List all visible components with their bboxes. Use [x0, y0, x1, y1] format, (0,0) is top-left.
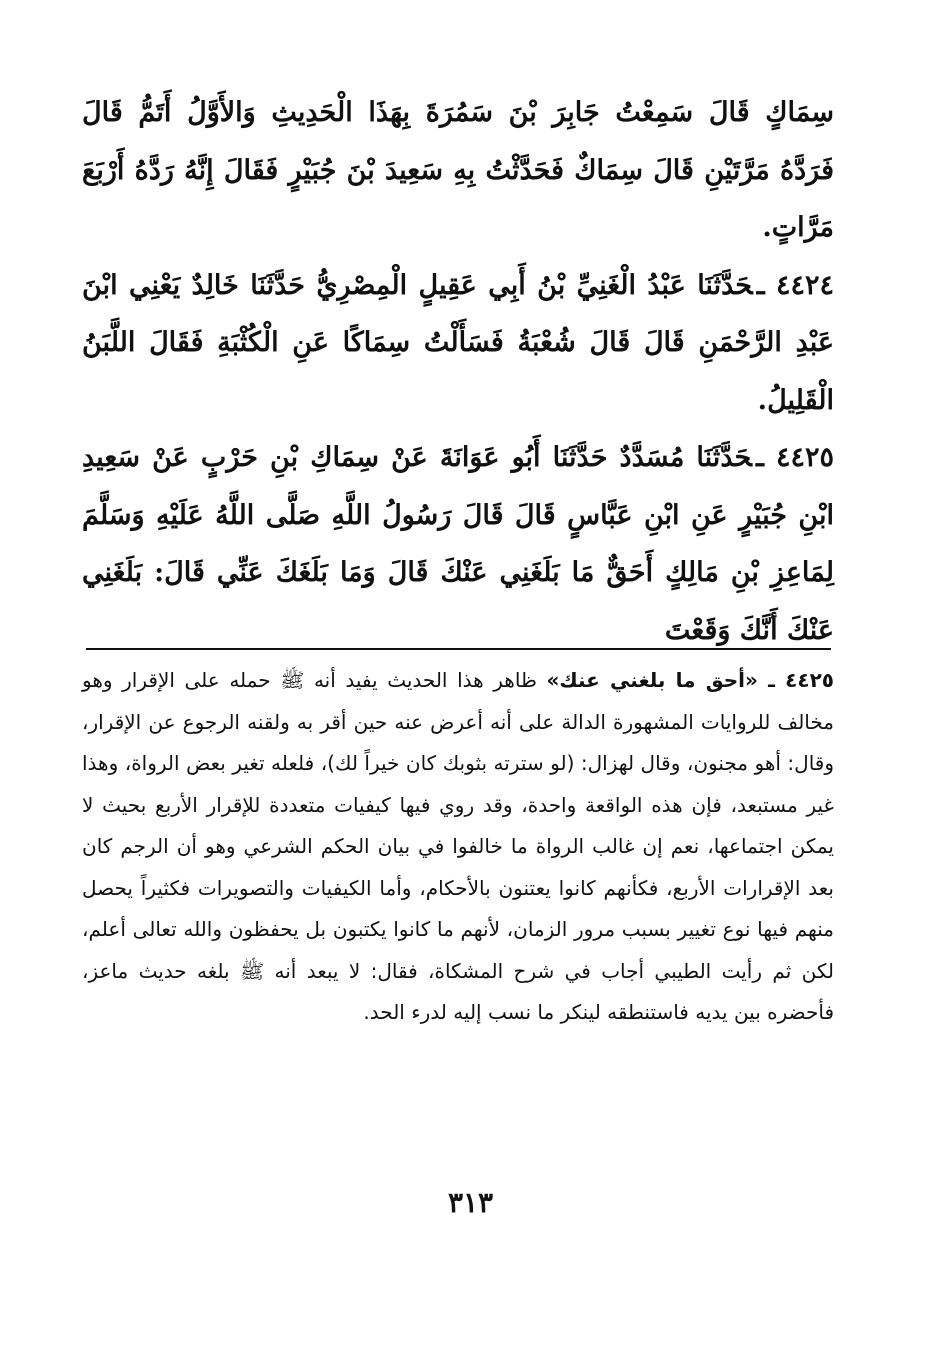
hadith-number: ٤٤٢٥ ـ: [755, 442, 834, 473]
hadith-number: ٤٤٢٤ ـ: [756, 269, 835, 301]
paragraph-text: حَدَّثَنَا عَبْدُ الْغَنِيِّ بْنُ أَبِي عَقِيلٍ الْمِصْرِيُّ حَدَّثَنَا خَالِدٌ يَعْنِي ابْنَ عَبْدِ الرَّحْمَنِ قَالَ قَالَ شُعْبَةُ فَسَأَلْتُ سِمَاكًا عَنِ الْكُثْبَةِ فَقَالَ اللَّبَنُ الْقَلِيلُ.: [82, 269, 834, 416]
hadith-4424-paragraph: [82, 257, 834, 430]
footnote-text: ظاهر هذا الحديث يفيد أنه ﷺ حمله على الإقرار وهو مخالف للروايات المشهورة الدالة على أنه أعرض عنه حين أقر به ولقنه الرجوع عن الإقرار، وقال: أهو مجنون، وقال لهزال: (لو سترته بثوبك كان خيراً لك)، فلعله تغير بعض الرواة، وهذا غير مستبعد، فإن هذه الواقعة واحدة، وقد روي فيها كيفيات متعددة للإقرار الأربع بحيث لا يمكن اجتماعها، نعم إن غالب الرواة ما خالفوا في بيان الحكم الشرعي وهو أن الرجم كان بعد الإقرارات الأربع، فكأنهم كانوا يعتنون بالأحكام، وأما الكيفيات والتصويرات فكثيراً يحصل منهم فيها نوع تغيير بسبب مرور الزمان، لأنهم ما كانوا يكتبون بل يحفظون والله تعالى أعلم، لكن ثم رأيت الطيبي أجاب في شرح المشكاة، فقال: لا يبعد أنه ﷺ بلغه حديث ماعز، فأحضره بين يديه فاستنطقه لينكر ما نسب إليه لدرء الحد.: [82, 668, 834, 1024]
footnote-divider: [86, 648, 831, 650]
hadith-continuation-paragraph: [82, 84, 834, 257]
hadith-main-text: [82, 84, 834, 659]
paragraph-text: سِمَاكٍ قَالَ سَمِعْتُ جَابِرَ بْنَ سَمُرَةَ بِهَذَا الْحَدِيثِ وَالأَوَّلُ أَتَمُّ قَالَ فَرَدَّهُ مَرَّتَيْنِ قَالَ سِمَاكٌ فَحَدَّثْتُ بِهِ سَعِيدَ بْنَ جُبَيْرٍ فَقَالَ إِنَّهُ رَدَّهُ أَرْبَعَ مَرَّاتٍ.: [82, 97, 834, 243]
paragraph-text: حَدَّثَنَا مُسَدَّدٌ حَدَّثَنَا أَبُو عَوَانَةَ عَنْ سِمَاكِ بْنِ حَرْبٍ عَنْ سَعِيدِ ابْنِ جُبَيْرٍ عَنِ ابْنِ عَبَّاسٍ قَالَ قَالَ رَسُولُ اللَّهِ صَلَّى اللَّهُ عَلَيْهِ وَسَلَّمَ لِمَاعِزِ بْنِ مَالِكٍ أَحَقٌّ مَا بَلَغَنِي عَنْكَ قَالَ وَمَا بَلَغَكَ عَنِّي قَالَ: بَلَغَنِي عَنْكَ أَنَّكَ وَقَعْتَ: [82, 442, 834, 646]
hadith-4425-paragraph: [82, 429, 834, 659]
footnote-commentary: [82, 660, 834, 1034]
page-number: ٣١٣: [447, 1186, 494, 1219]
footnote-lead: ٤٤٢٥ ـ «أحق ما بلغني عنك»: [546, 668, 834, 692]
